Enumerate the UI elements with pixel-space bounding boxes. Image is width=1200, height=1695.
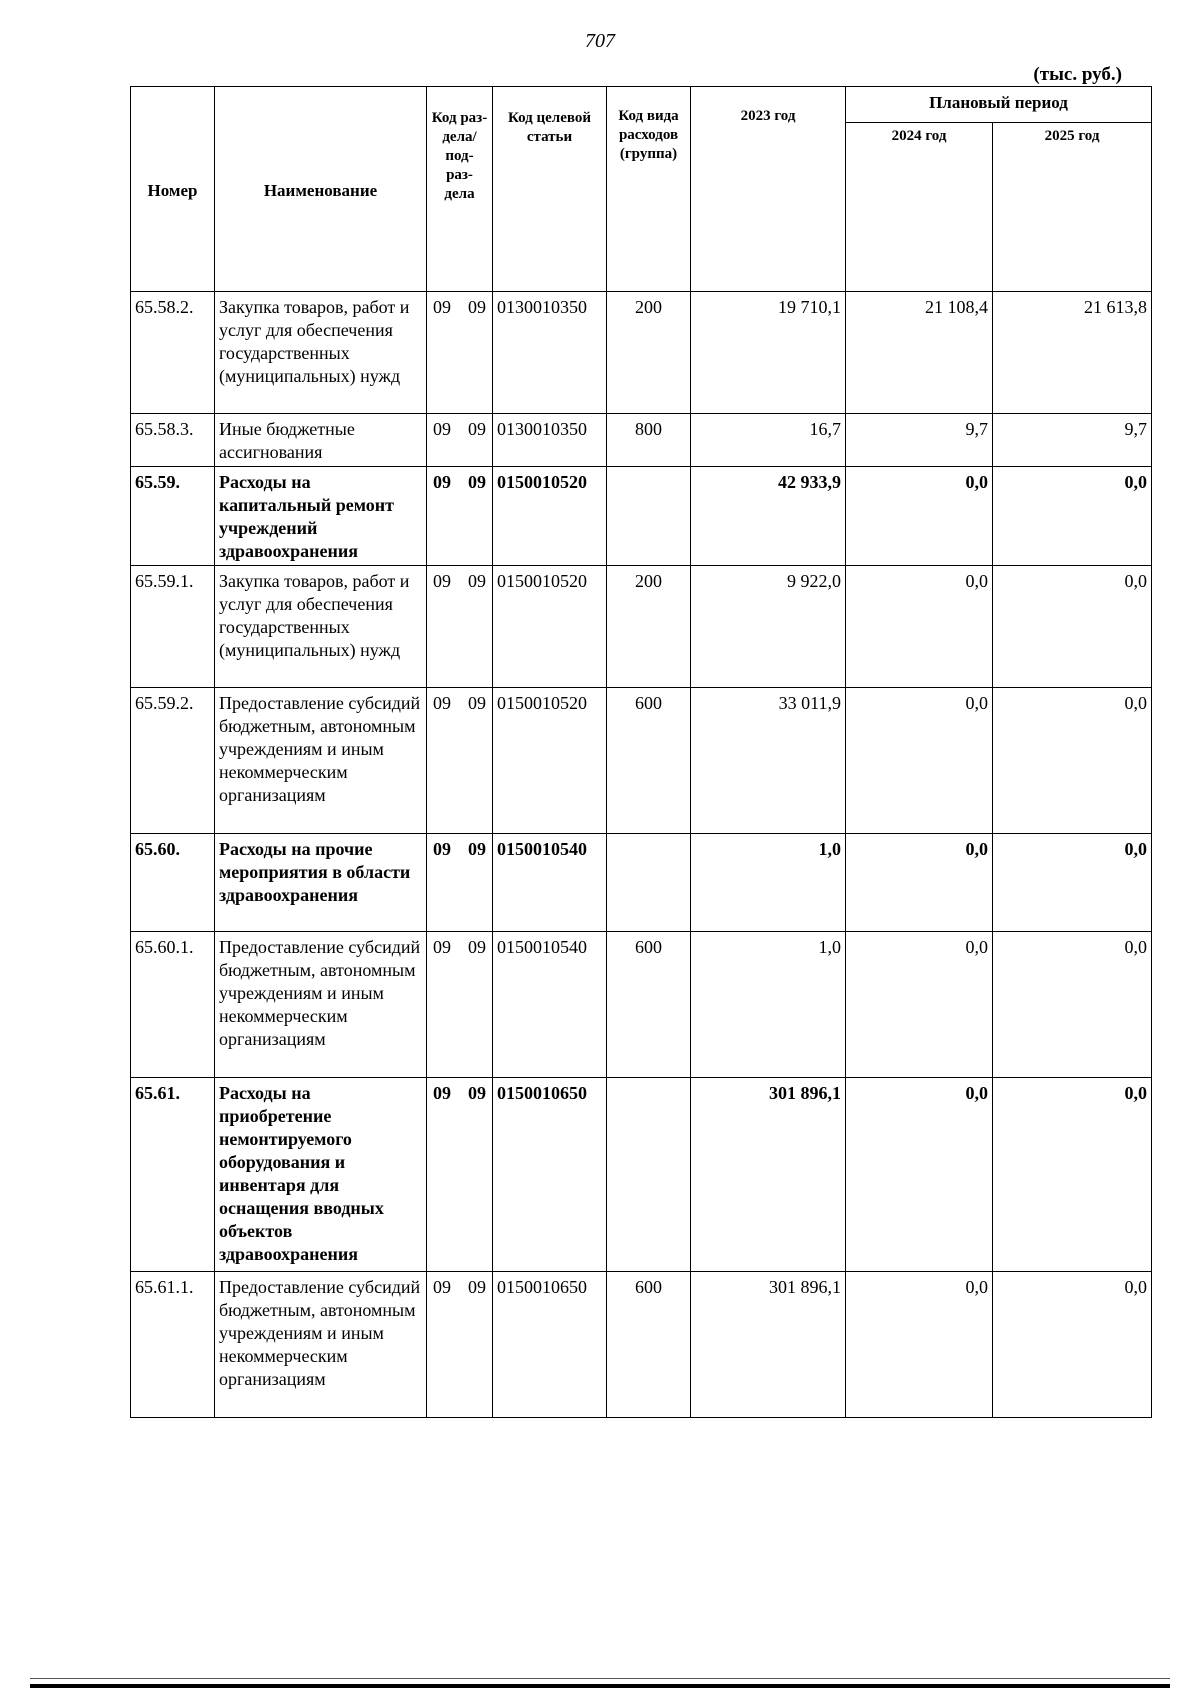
table-row: [131, 1078, 1152, 1272]
row-target-code: 0130010350: [493, 414, 607, 467]
row-pr: 09: [468, 472, 486, 492]
row-rz: 09: [433, 419, 451, 439]
row-2024: 0,0: [846, 688, 993, 834]
row-pr: 09: [468, 571, 486, 591]
row-name: Расходы на капитальный ремонт учреждений здравоохранения: [215, 467, 427, 566]
row-name: Закупка товаров, работ и услуг для обеспечения государственных (муниципальных) нужд: [215, 292, 427, 414]
row-2023: 33 011,9: [691, 688, 846, 834]
row-section: [427, 1272, 493, 1418]
header-expense-type-text: Код вида расходов (группа): [618, 108, 679, 162]
row-rz: 09: [433, 693, 451, 713]
header-expense-type: [607, 87, 691, 292]
row-section: [427, 292, 493, 414]
row-target-code: 0150010520: [493, 688, 607, 834]
row-rz: 09: [433, 839, 451, 859]
row-number: 65.60.1.: [131, 932, 215, 1078]
header-section-code-text: Код раз- дела/ под- раз- дела: [431, 110, 488, 202]
table-row: [131, 467, 1152, 566]
row-2024: 9,7: [846, 414, 993, 467]
row-name: Предоставление субсидий бюджетным, автономным учреждениям и иным некоммерческим организациям: [215, 932, 427, 1078]
row-2025: 0,0: [993, 467, 1152, 566]
row-2024: 0,0: [846, 467, 993, 566]
row-rz: 09: [433, 1083, 451, 1103]
row-2023: 1,0: [691, 932, 846, 1078]
row-name: Предоставление субсидий бюджетным, автономным учреждениям и иным некоммерческим организациям: [215, 1272, 427, 1418]
row-number: 65.58.3.: [131, 414, 215, 467]
row-number: 65.58.2.: [131, 292, 215, 414]
row-pr: 09: [468, 937, 486, 957]
table-row: [131, 932, 1152, 1078]
row-2024: 0,0: [846, 932, 993, 1078]
row-rz: 09: [433, 937, 451, 957]
bottom-rule-thin: [30, 1678, 1170, 1679]
table-row: [131, 1272, 1152, 1418]
row-2023: 16,7: [691, 414, 846, 467]
header-year-2023: 2023 год: [691, 87, 846, 292]
row-target-code: 0150010520: [493, 467, 607, 566]
row-2024: 0,0: [846, 566, 993, 688]
row-number: 65.59.1.: [131, 566, 215, 688]
row-pr: 09: [468, 1277, 486, 1297]
row-pr: 09: [468, 297, 486, 317]
header-year-2024: 2024 год: [846, 122, 993, 291]
row-expense-type: 800: [607, 414, 691, 467]
header-target-code-text: Код целевой статьи: [507, 110, 592, 145]
table-row: [131, 834, 1152, 932]
table-row: [131, 414, 1152, 467]
row-2023: 42 933,9: [691, 467, 846, 566]
row-2025: 0,0: [993, 1272, 1152, 1418]
row-target-code: 0150010540: [493, 932, 607, 1078]
row-expense-type: [607, 467, 691, 566]
row-section: [427, 414, 493, 467]
row-number: 65.59.2.: [131, 688, 215, 834]
row-rz: 09: [433, 1277, 451, 1297]
header-year-2025: 2025 год: [993, 122, 1152, 291]
row-2024: 0,0: [846, 1078, 993, 1272]
row-name: Закупка товаров, работ и услуг для обеспечения государственных (муниципальных) нужд: [215, 566, 427, 688]
row-pr: 09: [468, 419, 486, 439]
row-section: [427, 834, 493, 932]
row-name: Расходы на прочие мероприятия в области здравоохранения: [215, 834, 427, 932]
row-target-code: 0150010520: [493, 566, 607, 688]
row-number: 65.59.: [131, 467, 215, 566]
row-2023: 301 896,1: [691, 1272, 846, 1418]
header-name: Наименование: [215, 87, 427, 292]
bottom-rule: [30, 1684, 1170, 1688]
header-number: Номер: [131, 87, 215, 292]
row-pr: 09: [468, 1083, 486, 1103]
header-section-code: [427, 87, 493, 292]
row-expense-type: 200: [607, 292, 691, 414]
row-name: Предоставление субсидий бюджетным, автономным учреждениям и иным некоммерческим организациям: [215, 688, 427, 834]
row-2024: 21 108,4: [846, 292, 993, 414]
row-2025: 0,0: [993, 1078, 1152, 1272]
row-target-code: 0150010540: [493, 834, 607, 932]
row-rz: 09: [433, 297, 451, 317]
row-2025: 0,0: [993, 834, 1152, 932]
row-number: 65.60.: [131, 834, 215, 932]
page-number: 707: [585, 30, 615, 52]
row-2024: 0,0: [846, 834, 993, 932]
row-expense-type: 600: [607, 688, 691, 834]
row-2023: 1,0: [691, 834, 846, 932]
row-name: Расходы на приобретение немонтируемого оборудования и инвентаря для оснащения вводных объектов здравоохранения: [215, 1078, 427, 1272]
row-2023: 9 922,0: [691, 566, 846, 688]
row-name: Иные бюджетные ассигнования: [215, 414, 427, 467]
row-2025: 9,7: [993, 414, 1152, 467]
budget-table: [130, 86, 1152, 1418]
row-number: 65.61.1.: [131, 1272, 215, 1418]
units-label: (тыс. руб.): [1033, 64, 1122, 85]
row-2025: 0,0: [993, 566, 1152, 688]
row-2023: 19 710,1: [691, 292, 846, 414]
row-section: [427, 566, 493, 688]
row-expense-type: 200: [607, 566, 691, 688]
row-2023: 301 896,1: [691, 1078, 846, 1272]
row-section: [427, 467, 493, 566]
table-row: [131, 566, 1152, 688]
row-target-code: 0150010650: [493, 1272, 607, 1418]
row-2024: 0,0: [846, 1272, 993, 1418]
row-pr: 09: [468, 839, 486, 859]
row-expense-type: [607, 1078, 691, 1272]
row-2025: 0,0: [993, 688, 1152, 834]
table-row: [131, 688, 1152, 834]
header-target-code: [493, 87, 607, 292]
row-2025: 21 613,8: [993, 292, 1152, 414]
row-section: [427, 1078, 493, 1272]
row-target-code: 0130010350: [493, 292, 607, 414]
header-planned-period: Плановый период: [846, 87, 1152, 123]
row-pr: 09: [468, 693, 486, 713]
row-number: 65.61.: [131, 1078, 215, 1272]
row-rz: 09: [433, 571, 451, 591]
row-target-code: 0150010650: [493, 1078, 607, 1272]
table-row: [131, 292, 1152, 414]
row-expense-type: 600: [607, 932, 691, 1078]
row-rz: 09: [433, 472, 451, 492]
row-section: [427, 688, 493, 834]
row-2025: 0,0: [993, 932, 1152, 1078]
row-expense-type: [607, 834, 691, 932]
row-section: [427, 932, 493, 1078]
row-expense-type: 600: [607, 1272, 691, 1418]
